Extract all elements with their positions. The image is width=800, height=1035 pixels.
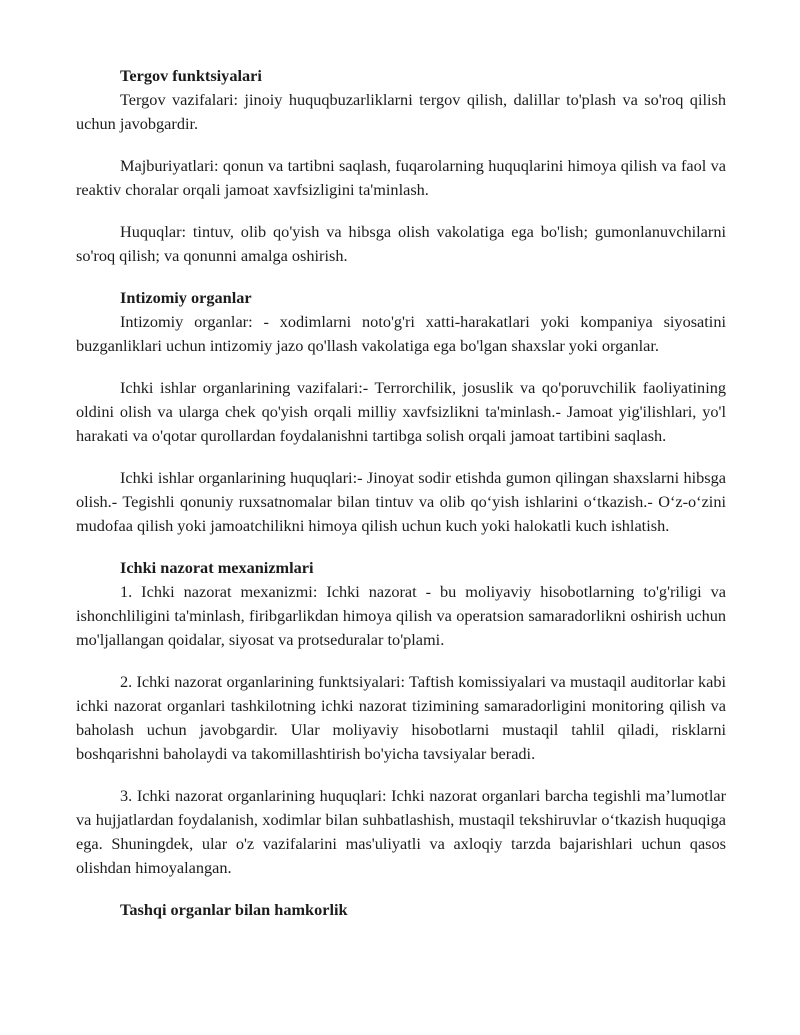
paragraph: Huquqlar: tintuv, olib qo'yish va hibsga olish vakolatiga ega bo'lish; gumonlanuvchilarni so'roq qilish; va qonunni amalga oshirish. [76,222,726,265]
section-heading-tergov: Tergov funktsiyalari [120,66,262,85]
section-heading-ichki-nazorat: Ichki nazorat mexanizmlari [120,558,314,577]
paragraph: 3. Ichki nazorat organlarining huquqlari: Ichki nazorat organlari barcha tegishli ma’lumotlar va hujjatlardan foydalanish, xodimlar bilan suhbatlashish, mustaqil tekshiruvlar o‘tkazish huquqiga ega. Shuningdek, ular o'z vazifalarini mas'uliyatli va axloqiy tarzda bajarishlari uchun qasos olishdan himoyalangan. [76,786,726,877]
paragraph: Tergov vazifalari: jinoiy huquqbuzarliklarni tergov qilish, dalillar to'plash va so'roq qilish uchun javobgardir. [76,90,726,133]
paragraph: Intizomiy organlar: - xodimlarni noto'g'ri xatti-harakatlari yoki kompaniya siyosatini buzganliklari uchun intizomiy jazo qo'llash vakolatiga ega bo'lgan shaxslar yoki organlar. [76,312,726,355]
section-heading-intizomiy: Intizomiy organlar [120,288,252,307]
paragraph: Ichki ishlar organlarining huquqlari:- Jinoyat sodir etishda gumon qilingan shaxslarni hibsga olish.- Tegishli qonuniy ruxsatnomalar bilan tintuv va olib qo‘yish ishlarini o‘tkazish.- O‘z-o‘zini mudofaa qilish yoki jamoatchilikni himoya qilish uchun kuch yoki halokatli kuch ishlatish. [76,468,726,535]
paragraph: 2. Ichki nazorat organlarining funktsiyalari: Taftish komissiyalari va mustaqil auditorlar kabi ichki nazorat organlari tashkilotning ichki nazorat tizimining samaradorligini monitoring qilish va baholash uchun javobgardir. Ular moliyaviy hisobotlarni mustaqil tahlil qiladi, risklarni boshqarishni baholaydi va takomillashtirish bo'yicha tavsiyalar beradi. [76,672,726,763]
document-page [76,64,726,922]
paragraph: 1. Ichki nazorat mexanizmi: Ichki nazorat - bu moliyaviy hisobotlarning to'g'riligi va ishonchliligini ta'minlash, firibgarlikdan himoya qilish va operatsion samaradorlikni oshirish uchun mo'ljallangan qoidalar, siyosat va protseduralar to'plami. [76,582,726,649]
paragraph: Majburiyatlari: qonun va tartibni saqlash, fuqarolarning huquqlarini himoya qilish va faol va reaktiv choralar orqali jamoat xavfsizligini ta'minlash. [76,156,726,199]
paragraph: Ichki ishlar organlarining vazifalari:- Terrorchilik, josuslik va qo'poruvchilik faoliyatining oldini olish va ularga chek qo'yish orqali milliy xavfsizlikni ta'minlash.- Jamoat yig'ilishlari, yo'l harakati va o'qotar qurollardan foydalanishni tartibga solish orqali jamoat tartibini saqlash. [76,378,726,445]
section-heading-tashqi: Tashqi organlar bilan hamkorlik [120,900,348,919]
